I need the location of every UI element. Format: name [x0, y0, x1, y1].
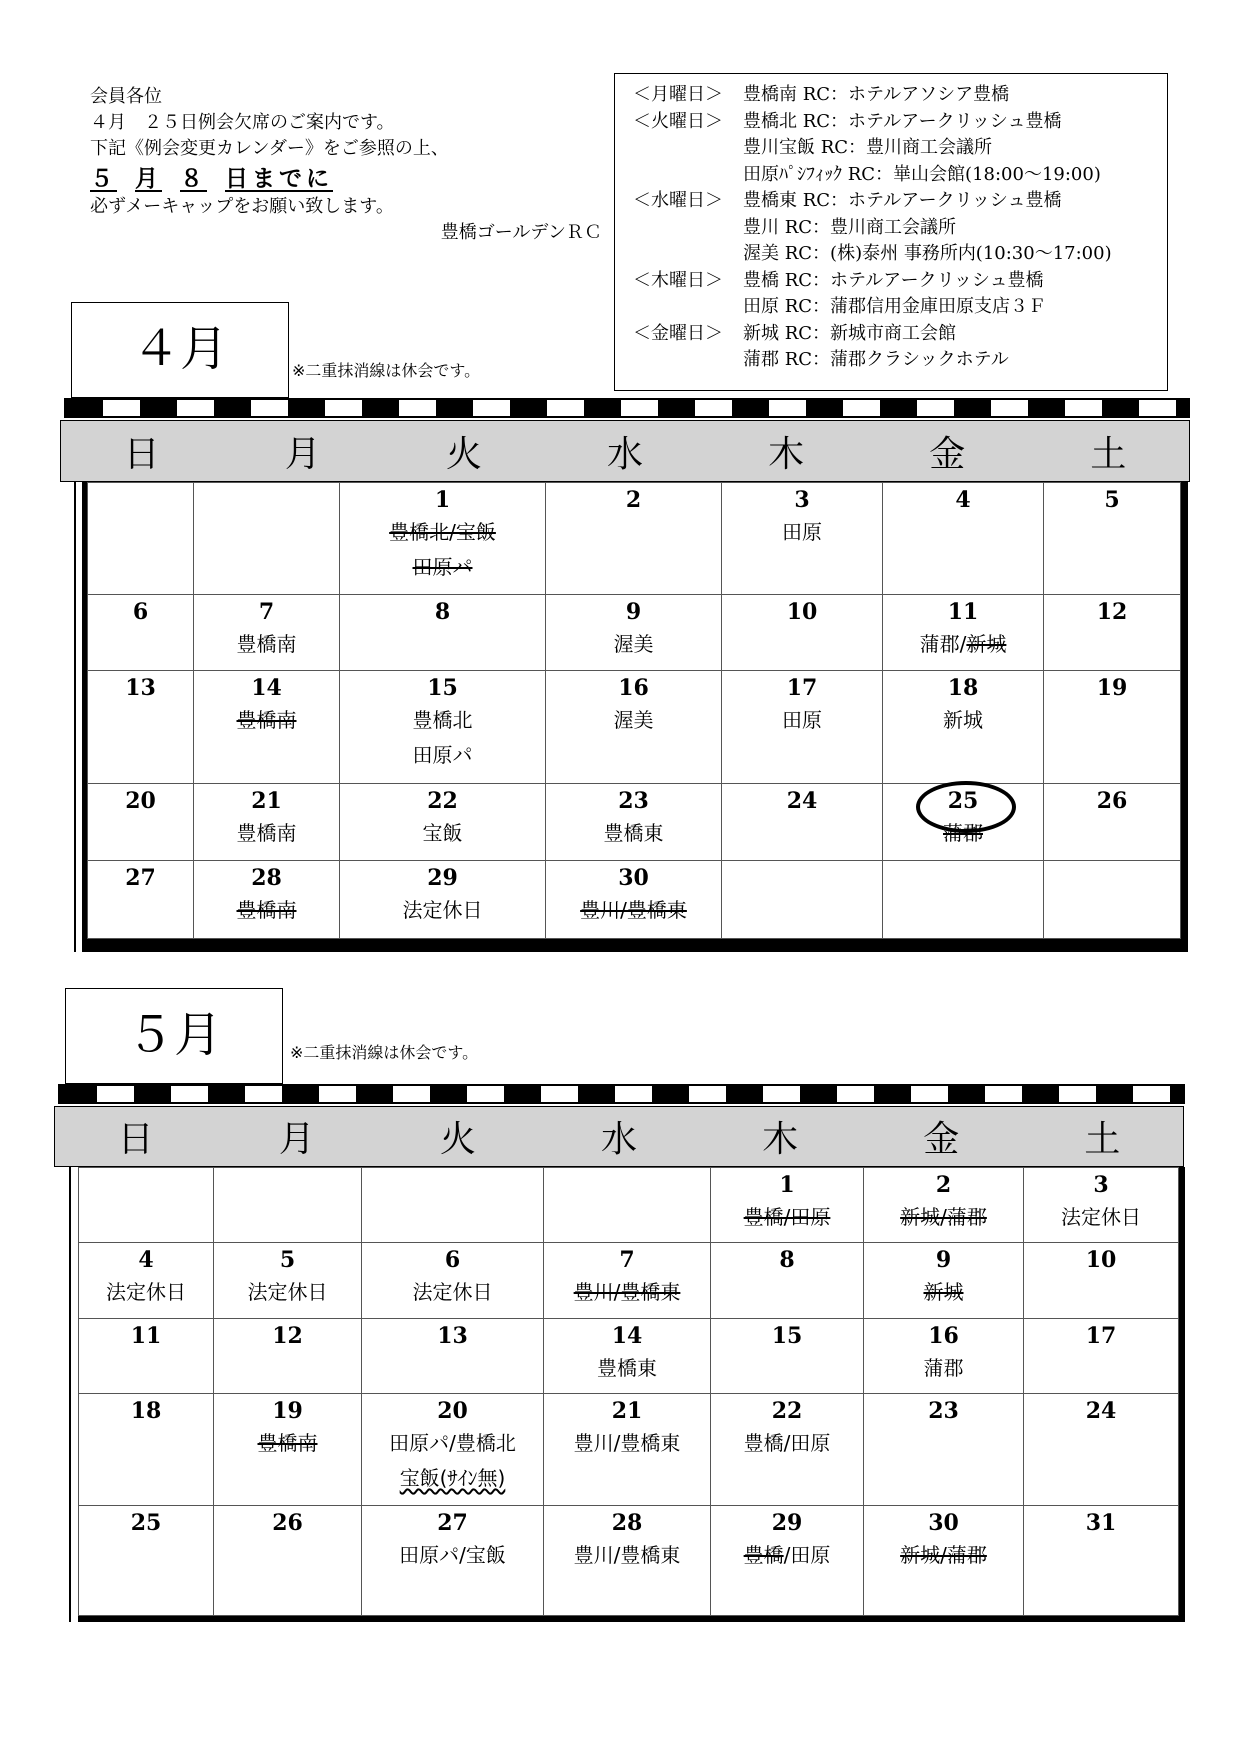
calendar-day-cell	[88, 483, 194, 595]
calendar-week-row	[79, 1168, 1179, 1243]
event-label: 田原パ	[412, 555, 473, 579]
day-number: 22	[427, 788, 458, 814]
event-label: 田原	[782, 520, 822, 544]
may-weekday-header	[54, 1106, 1184, 1167]
weekday-sat: 土	[1090, 433, 1127, 475]
event-line	[546, 816, 721, 851]
calendar-day-cell	[362, 1168, 544, 1243]
day-number: 10	[786, 599, 818, 625]
weekday-mon: 月	[284, 433, 321, 475]
day-number: 3	[1093, 1172, 1109, 1198]
day-number: 28	[251, 865, 282, 891]
day-number: 11	[130, 1323, 162, 1349]
calendar-day-cell	[722, 861, 883, 939]
intro-block	[90, 84, 602, 246]
event-line	[722, 703, 882, 738]
club-weekday: ＜水曜日＞	[633, 190, 723, 211]
calendar-day-cell	[722, 671, 883, 784]
april-title-box: ４月	[71, 302, 289, 398]
weekday-wed: 水	[606, 433, 643, 475]
calendar-day-cell	[194, 483, 340, 595]
april-calendar	[87, 482, 1181, 939]
calendar-day-cell	[546, 861, 722, 939]
may-left-rule	[69, 1167, 71, 1622]
may-calendar	[78, 1167, 1179, 1616]
calendar-week-row	[79, 1394, 1179, 1506]
club-text: 田原 RC：蒲郡信用金庫田原支店３Ｆ	[743, 296, 1047, 317]
day-number: 19	[272, 1398, 303, 1424]
day-number: 15	[427, 675, 458, 701]
weekday-sun: 日	[117, 1119, 154, 1160]
calendar-day-cell	[79, 1319, 214, 1394]
event-line	[194, 703, 339, 738]
calendar-day-cell	[864, 1506, 1024, 1616]
club-weekday: ＜金曜日＞	[633, 322, 723, 344]
day-number: 13	[437, 1323, 468, 1349]
day-number: 8	[779, 1247, 795, 1273]
deadline-part: 日までに	[225, 166, 333, 192]
calendar-day-cell	[544, 1319, 711, 1394]
day-number: 6	[132, 599, 149, 625]
calendar-day-cell	[1024, 1319, 1179, 1394]
event-label: 蒲郡	[923, 1356, 964, 1380]
calendar-day-cell	[544, 1394, 711, 1506]
calendar-day-cell	[194, 784, 340, 861]
calendar-day-cell	[864, 1243, 1024, 1319]
weekday-tue: 火	[439, 1119, 476, 1160]
day-number: 21	[611, 1398, 643, 1424]
calendar-day-cell	[722, 595, 883, 671]
event-line	[546, 703, 721, 738]
event-line	[883, 627, 1043, 662]
day-number: 29	[771, 1510, 803, 1536]
day-number: 9	[935, 1247, 952, 1273]
calendar-day-cell	[711, 1243, 864, 1319]
event-label: 豊川/豊橋東	[580, 898, 687, 922]
event-label: 豊川/豊橋東	[573, 1431, 681, 1455]
day-number: 30	[928, 1510, 959, 1536]
event-line	[864, 1275, 1023, 1310]
event-label: 新城/蒲郡	[900, 1205, 987, 1229]
calendar-day-cell	[864, 1394, 1024, 1506]
event-label: 豊橋南	[257, 1431, 318, 1455]
calendar-day-cell	[722, 784, 883, 861]
weekday-wed: 水	[600, 1119, 637, 1160]
event-label: 豊橋南	[236, 898, 297, 922]
calendar-day-cell	[214, 1168, 362, 1243]
event-line	[214, 1426, 361, 1461]
club-info-box	[614, 73, 1168, 391]
calendar-day-cell	[88, 861, 194, 939]
calendar-day-cell	[544, 1168, 711, 1243]
day-number: 7	[619, 1247, 635, 1273]
club-text: 新城 RC：新城市商工会館	[743, 322, 957, 344]
day-number: 1	[434, 487, 451, 513]
calendar-day-cell	[711, 1506, 864, 1616]
club-text: 田原ﾊﾟｼﾌｨｯｸ RC：崋山会館(18:00～19:00)	[743, 163, 1101, 185]
day-number: 26	[1096, 788, 1128, 814]
calendar-day-cell	[711, 1319, 864, 1394]
event-line	[711, 1426, 863, 1461]
calendar-day-cell	[1024, 1243, 1179, 1319]
event-line	[711, 1200, 863, 1235]
club-text: 豊橋東 RC：ホテルアークリッシュ豊橋	[743, 190, 1062, 211]
event-label: 法定休日	[1061, 1205, 1141, 1229]
day-number: 5	[279, 1247, 296, 1273]
event-line	[1024, 1200, 1178, 1235]
day-number: 17	[786, 675, 818, 701]
club-weekday: ＜木曜日＞	[633, 269, 723, 291]
april-left-rule	[74, 482, 76, 952]
calendar-week-row	[88, 861, 1181, 939]
club-row	[633, 162, 1167, 189]
may-title-box: ５月	[65, 988, 283, 1084]
club-row	[633, 347, 1167, 374]
calendar-day-cell	[362, 1319, 544, 1394]
event-label: 蒲郡/	[919, 632, 967, 656]
event-label: 渥美	[613, 632, 654, 656]
intro-request: 必ずメーキャップをお願い致します。	[90, 196, 394, 217]
calendar-day-cell	[194, 671, 340, 784]
may-note: ※二重抹消線は休会です。	[290, 1043, 479, 1062]
calendar-day-cell	[1044, 595, 1181, 671]
april-weekday-header	[60, 420, 1190, 482]
day-number: 12	[1096, 599, 1128, 625]
day-number: 7	[258, 599, 275, 625]
event-label: 宝飯	[422, 821, 463, 845]
weekday-fri: 金	[929, 433, 966, 475]
event-label: 豊橋南	[236, 632, 297, 656]
calendar-day-cell	[722, 483, 883, 595]
club-text: 蒲郡 RC：蒲郡クラシックホテル	[743, 349, 1009, 370]
calendar-day-cell	[1024, 1168, 1179, 1243]
calendar-day-cell	[88, 784, 194, 861]
club-row	[633, 109, 1167, 136]
day-number: 29	[427, 865, 458, 891]
day-number: 18	[947, 675, 979, 701]
club-text: 豊川宝飯 RC：豊川商工会議所	[743, 137, 993, 158]
event-label: 田原パ/宝飯	[399, 1543, 506, 1567]
event-line	[340, 893, 545, 928]
calendar-day-cell	[883, 595, 1044, 671]
deadline-part: 月	[135, 166, 162, 192]
calendar-day-cell	[362, 1243, 544, 1319]
event-label: 豊橋東	[597, 1356, 657, 1380]
calendar-week-row	[88, 483, 1181, 595]
calendar-day-cell	[883, 671, 1044, 784]
weekday-tue: 火	[445, 433, 482, 475]
event-line	[362, 1426, 543, 1461]
calendar-day-cell	[711, 1168, 864, 1243]
weekday-thu: 木	[762, 1119, 799, 1160]
calendar-week-row	[79, 1506, 1179, 1616]
event-line	[864, 1351, 1023, 1386]
event-label: 渥美	[613, 708, 654, 732]
day-number: 23	[618, 788, 649, 814]
day-number: 30	[618, 865, 649, 891]
may-checker-band	[58, 1084, 1185, 1104]
calendar-day-cell	[340, 595, 546, 671]
event-label: 豊橋/田原	[743, 1431, 831, 1455]
calendar-day-cell	[88, 671, 194, 784]
club-row	[633, 188, 1167, 215]
event-line	[711, 1538, 863, 1573]
calendar-day-cell	[864, 1319, 1024, 1394]
event-line	[544, 1538, 710, 1573]
event-line	[546, 893, 721, 928]
calendar-day-cell	[546, 595, 722, 671]
club-row	[633, 294, 1167, 321]
calendar-day-cell	[546, 483, 722, 595]
calendar-day-cell	[883, 483, 1044, 595]
event-label: 豊橋	[743, 1543, 784, 1567]
day-number: 19	[1096, 675, 1128, 701]
day-number: 28	[611, 1510, 643, 1536]
calendar-day-cell	[1044, 861, 1181, 939]
club-text: 豊川 RC：豊川商工会議所	[743, 216, 957, 238]
event-label: 豊橋南	[236, 708, 297, 732]
intro-salutation: 会員各位	[90, 86, 162, 107]
event-label: 法定休日	[402, 898, 483, 922]
event-line	[864, 1200, 1023, 1235]
calendar-day-cell	[340, 483, 546, 595]
weekday-mon: 月	[278, 1119, 315, 1160]
weekday-sat: 土	[1084, 1119, 1121, 1160]
event-line	[362, 1275, 543, 1310]
day-number: 13	[125, 675, 156, 701]
event-line	[544, 1426, 710, 1461]
day-number: 17	[1085, 1323, 1117, 1349]
day-number: 16	[928, 1323, 959, 1349]
day-number: 2	[935, 1172, 952, 1198]
club-weekday: ＜月曜日＞	[633, 84, 723, 105]
event-line	[194, 816, 339, 851]
day-number: 31	[1085, 1510, 1117, 1536]
day-number: 15	[771, 1323, 803, 1349]
event-label: /田原	[783, 1543, 831, 1567]
calendar-day-cell	[214, 1506, 362, 1616]
calendar-week-row	[88, 595, 1181, 671]
event-line	[546, 627, 721, 662]
calendar-day-cell	[362, 1506, 544, 1616]
day-number: 4	[955, 487, 971, 513]
weekday-sun: 日	[123, 433, 160, 475]
calendar-day-cell	[546, 671, 722, 784]
club-row	[633, 135, 1167, 162]
event-label: 宝飯(ｻｲﾝ無)	[399, 1466, 506, 1490]
day-number: 26	[272, 1510, 303, 1536]
day-number: 11	[947, 599, 979, 625]
april-checker-band	[64, 398, 1190, 418]
calendar-day-cell	[544, 1506, 711, 1616]
club-row	[633, 321, 1167, 348]
day-number: 14	[611, 1323, 643, 1349]
event-label: 法定休日	[247, 1280, 328, 1304]
calendar-day-cell	[546, 784, 722, 861]
calendar-day-cell	[1024, 1506, 1179, 1616]
calendar-day-cell	[340, 861, 546, 939]
day-number: 12	[272, 1323, 303, 1349]
event-line	[340, 703, 545, 738]
event-line	[194, 627, 339, 662]
event-line	[544, 1275, 710, 1310]
calendar-day-cell	[864, 1168, 1024, 1243]
club-row	[633, 82, 1167, 109]
day-number: 24	[786, 788, 818, 814]
event-label: 田原パ	[412, 743, 473, 767]
calendar-day-cell	[194, 861, 340, 939]
event-line	[340, 515, 545, 550]
event-line	[722, 515, 882, 550]
day-number: 27	[437, 1510, 468, 1536]
calendar-day-cell	[79, 1168, 214, 1243]
event-label: 新城	[943, 708, 983, 732]
club-row	[633, 215, 1167, 242]
event-label: 新城/蒲郡	[900, 1543, 987, 1567]
april-note: ※二重抹消線は休会です。	[292, 361, 481, 380]
day-number: 4	[138, 1247, 154, 1273]
intro-signature: 豊橋ゴールデンＲＣ	[440, 222, 602, 243]
calendar-week-row	[88, 671, 1181, 784]
calendar-day-cell	[1044, 784, 1181, 861]
calendar-day-cell	[711, 1394, 864, 1506]
intro-absence-notice: ４月 ２５日例会欠席のご案内です。	[90, 112, 395, 133]
event-label: 新城	[966, 632, 1007, 656]
day-number: 14	[251, 675, 282, 701]
calendar-day-cell	[214, 1319, 362, 1394]
event-label: 豊橋/田原	[743, 1205, 831, 1229]
highlight-circle	[916, 781, 1016, 833]
day-number: 22	[771, 1398, 803, 1424]
calendar-day-cell	[340, 784, 546, 861]
event-label: 法定休日	[412, 1280, 493, 1304]
calendar-day-cell	[883, 784, 1044, 861]
event-line	[362, 1461, 543, 1496]
deadline-part: ５	[90, 166, 117, 192]
day-number: 27	[125, 865, 156, 891]
event-line	[864, 1538, 1023, 1573]
day-number: 20	[437, 1398, 468, 1424]
club-text: 渥美 RC：(株)泰州 事務所内(10:30～17:00)	[743, 243, 1112, 264]
calendar-day-cell	[544, 1243, 711, 1319]
calendar-day-cell	[362, 1394, 544, 1506]
event-label: 豊川/豊橋東	[573, 1543, 681, 1567]
calendar-day-cell	[1044, 483, 1181, 595]
event-label: 豊橋北	[412, 708, 473, 732]
deadline-part: ８	[180, 166, 207, 192]
weekday-fri: 金	[923, 1119, 960, 1160]
event-label: 新城	[923, 1280, 964, 1304]
event-line	[340, 550, 545, 585]
calendar-day-cell	[79, 1506, 214, 1616]
day-number: 16	[618, 675, 649, 701]
day-number: 23	[928, 1398, 959, 1424]
day-number: 6	[444, 1247, 461, 1273]
event-label: 豊橋南	[236, 821, 297, 845]
calendar-day-cell	[883, 861, 1044, 939]
event-line	[362, 1538, 543, 1573]
calendar-day-cell	[340, 671, 546, 784]
day-number: 24	[1085, 1398, 1117, 1424]
calendar-day-cell	[214, 1243, 362, 1319]
calendar-day-cell	[1024, 1394, 1179, 1506]
event-label: 豊橋北/宝飯	[389, 520, 496, 544]
day-number: 21	[251, 788, 282, 814]
calendar-week-row	[79, 1319, 1179, 1394]
day-number: 8	[434, 599, 451, 625]
club-text: 豊橋南 RC：ホテルアソシア豊橋	[743, 84, 1010, 105]
weekday-thu: 木	[768, 433, 805, 475]
day-number: 1	[779, 1172, 795, 1198]
calendar-day-cell	[194, 595, 340, 671]
event-line	[883, 703, 1043, 738]
intro-instruction: 下記《例会変更カレンダー》をご参照の上、	[90, 138, 449, 159]
calendar-day-cell	[88, 595, 194, 671]
club-text: 豊橋 RC：ホテルアークリッシュ豊橋	[743, 269, 1044, 291]
event-label: 法定休日	[106, 1280, 186, 1304]
day-number: 3	[794, 487, 810, 513]
day-number: 18	[130, 1398, 162, 1424]
event-line	[214, 1275, 361, 1310]
calendar-day-cell	[79, 1394, 214, 1506]
club-weekday: ＜火曜日＞	[633, 110, 723, 132]
event-label: 豊橋東	[603, 821, 664, 845]
day-number: 10	[1085, 1247, 1117, 1273]
calendar-week-row	[79, 1243, 1179, 1319]
day-number: 25	[947, 788, 979, 814]
event-label: 田原パ/豊橋北	[389, 1431, 516, 1455]
calendar-day-cell	[214, 1394, 362, 1506]
calendar-day-cell	[1044, 671, 1181, 784]
day-number: 2	[625, 487, 642, 513]
event-line	[340, 816, 545, 851]
calendar-day-cell	[79, 1243, 214, 1319]
event-line	[79, 1275, 213, 1310]
event-label: 豊川/豊橋東	[573, 1280, 681, 1304]
club-row	[633, 241, 1167, 268]
event-line	[544, 1351, 710, 1386]
calendar-week-row	[88, 784, 1181, 861]
intro-deadline	[90, 166, 602, 192]
day-number: 5	[1104, 487, 1120, 513]
event-label: 田原	[782, 708, 822, 732]
event-line	[194, 893, 339, 928]
club-row	[633, 268, 1167, 295]
event-line	[340, 738, 545, 773]
club-text: 豊橋北 RC：ホテルアークリッシュ豊橋	[743, 110, 1062, 132]
event-label: 蒲郡	[943, 821, 983, 845]
day-number: 9	[625, 599, 642, 625]
day-number: 20	[125, 788, 156, 814]
day-number: 25	[130, 1510, 162, 1536]
